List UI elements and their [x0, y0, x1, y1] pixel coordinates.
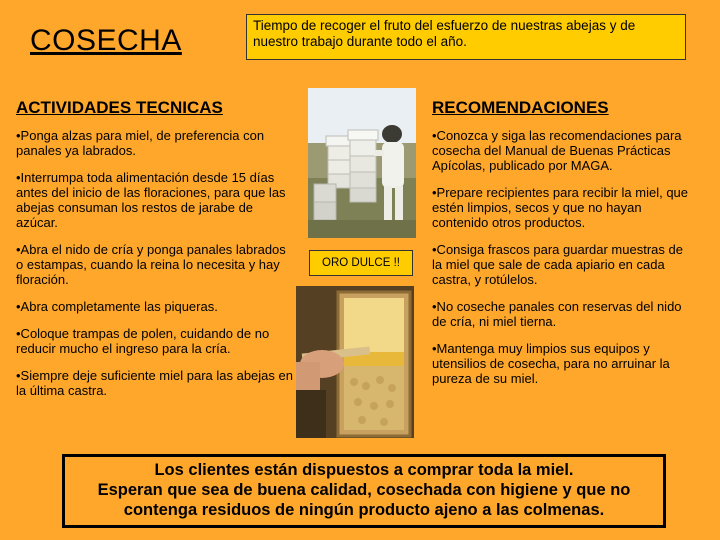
footer-callout: [62, 454, 666, 528]
list-item: •Coloque trampas de polen, cuidando de no reducir mucho el ingreso para la cría.: [16, 326, 270, 356]
recommendations-list: [432, 128, 694, 398]
list-item: •No coseche panales con reservas del nido de cría, ni miel tierna.: [432, 299, 682, 329]
list-item: •Abra completamente las piqueras.: [16, 299, 218, 314]
list-item: •Abra el nido de cría y ponga panales labrados o estampas, cuando la reina lo necesita y hay floración.: [16, 242, 286, 287]
list-item: •Prepare recipientes para recibir la miel, que estén limpios, secos y que no hayan contenido otros productos.: [432, 185, 689, 230]
list-item: •Consiga frascos para guardar muestras de la miel que sale de cada apiario en cada castra, y rotúlelos.: [432, 242, 683, 287]
list-item: •Mantenga muy limpios sus equipos y utensilios de cosecha, para no arruinar la pureza de su miel.: [432, 341, 670, 386]
list-item: •Ponga alzas para miel, de preferencia con panales ya labrados.: [16, 128, 265, 158]
intro-box: Tiempo de recoger el fruto del esfuerzo de nuestras abejas y de nuestro trabajo durante todo el año.: [246, 14, 686, 60]
honeycomb-frame-photo: [296, 286, 414, 438]
honey-tag: ORO DULCE !!: [309, 250, 413, 276]
footer-line: Esperan que sea de buena calidad, cosechada con higiene y que no: [97, 481, 631, 499]
footer-line: Los clientes están dispuestos a comprar toda la miel.: [154, 461, 574, 479]
page-title: COSECHA: [30, 24, 182, 57]
left-column-heading: ACTIVIDADES TECNICAS: [16, 98, 223, 117]
list-item: •Siempre deje suficiente miel para las abejas en la última castra.: [16, 368, 293, 398]
technical-activities-list: [16, 128, 296, 410]
list-item: •Interrumpa toda alimentación desde 15 días antes del inicio de las floraciones, para que las abejas consuman los restos de jarabe de azúcar.: [16, 170, 286, 230]
footer-line: contenga residuos de ningún producto ajeno a las colmenas.: [123, 501, 605, 519]
beekeeper-hives-photo: [308, 88, 416, 238]
list-item: •Conozca y siga las recomendaciones para cosecha del Manual de Buenas Prácticas Apícolas, publicado por MAGA.: [432, 128, 682, 173]
right-column-heading: RECOMENDACIONES: [432, 98, 609, 117]
